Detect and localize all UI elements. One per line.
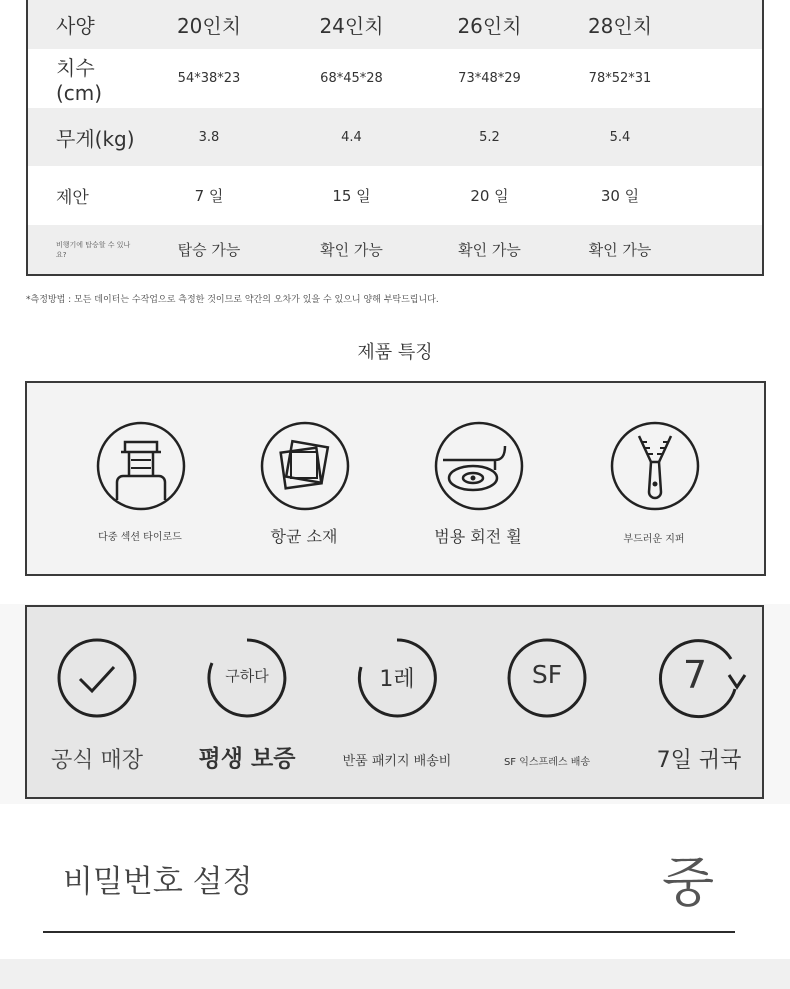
table-cell: 20 일 <box>470 187 509 205</box>
table-cell: 68*45*28 <box>320 71 383 86</box>
spinner-wheel-icon <box>433 420 525 512</box>
table-cell: 24인치 <box>319 14 384 38</box>
footer-band <box>0 959 790 989</box>
table-cell: 30 일 <box>600 187 640 205</box>
service-label: 공식 매장 <box>50 748 143 773</box>
service-label: SF 익스프레스 배송 <box>503 757 591 768</box>
service-badge: 1레 <box>379 667 415 692</box>
measurement-note: *측정방법 : 모든 데이터는 수작업으로 측정한 것이므로 약간의 오차가 있을 수 있으니 양해 부탁드립니다. <box>26 295 439 305</box>
table-cell: 28인치 <box>587 14 653 38</box>
zipper-icon <box>609 420 701 512</box>
table-row <box>28 108 762 166</box>
service-badge: 구하다 <box>225 667 269 685</box>
table-cell: 54*38*23 <box>177 71 241 86</box>
table-cell: 3.8 <box>198 129 220 145</box>
table-cell: 확인 가능 <box>458 241 521 259</box>
features-panel <box>25 381 766 576</box>
table-cell: 5.2 <box>479 129 500 145</box>
service-badge: 7 <box>682 653 708 697</box>
table-cell: 26인치 <box>457 14 522 38</box>
service-panel <box>25 605 764 799</box>
table-row <box>28 49 762 108</box>
table-row <box>28 166 762 225</box>
service-label: 평생 보증 <box>198 746 296 772</box>
row-header: 비행기에 탑승할 수 있나요? <box>56 240 131 259</box>
feature-label: 다중 섹션 타이로드 <box>98 532 182 543</box>
table-row <box>28 0 762 49</box>
checkmark-icon <box>56 637 138 719</box>
table-cell: 7 일 <box>194 187 224 205</box>
table-cell: 4.4 <box>341 129 362 145</box>
spec-table <box>26 0 764 276</box>
password-level: 중 <box>662 851 715 914</box>
table-cell: 탑승 가능 <box>177 241 241 259</box>
table-cell: 73*48*29 <box>458 71 521 86</box>
service-label: 7일 귀국 <box>656 748 742 773</box>
feature-label: 범용 회전 휠 <box>434 527 522 546</box>
service-label: 반품 패키지 배송비 <box>342 754 452 769</box>
divider <box>43 931 735 933</box>
row-header: 제안 <box>56 188 89 208</box>
row-header: 사양 <box>56 14 95 38</box>
row-header: 치수(cm) <box>56 56 103 105</box>
features-title: 제품 특징 <box>357 342 433 363</box>
table-cell: 20인치 <box>176 14 242 38</box>
table-cell: 확인 가능 <box>320 241 383 259</box>
table-cell: 78*52*31 <box>588 71 652 86</box>
layered-squares-icon <box>259 420 351 512</box>
table-cell: 15 일 <box>332 187 371 205</box>
table-cell: 5.4 <box>609 129 631 145</box>
feature-label: 항균 소재 <box>270 527 338 546</box>
table-row <box>28 225 762 274</box>
service-badge: SF <box>531 660 563 689</box>
feature-label: 부드러운 지퍼 <box>623 534 685 545</box>
row-header: 무게(kg) <box>56 126 135 151</box>
trolley-handle-icon <box>95 420 187 512</box>
table-cell: 확인 가능 <box>588 241 652 259</box>
password-label: 비밀번호 설정 <box>63 864 253 900</box>
